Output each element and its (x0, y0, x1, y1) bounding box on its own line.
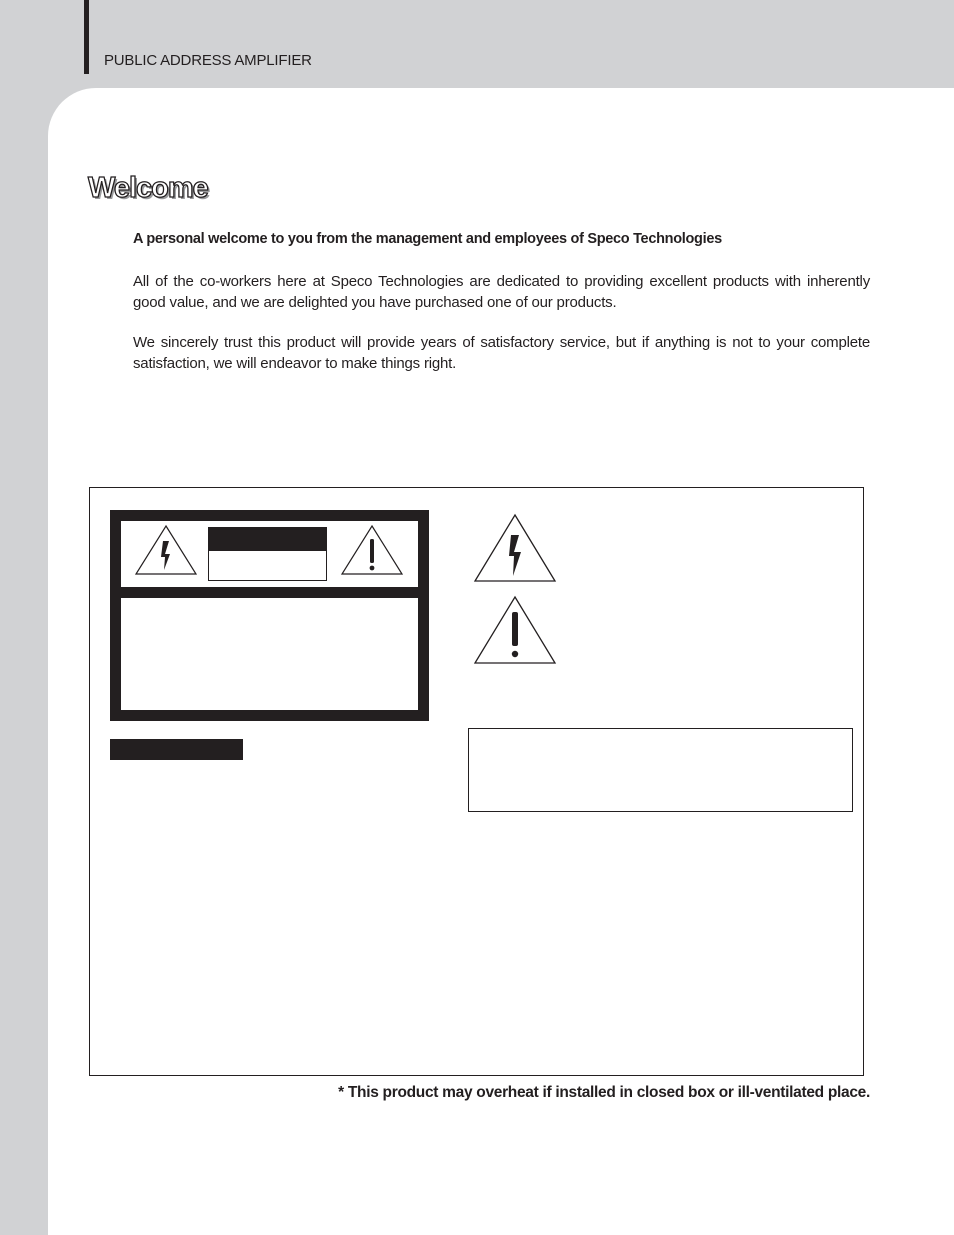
exclamation-warning-icon (340, 524, 404, 576)
welcome-subtitle: A personal welcome to you from the management and employees of Speco Technologies (133, 231, 722, 247)
caution-label-title-bar (209, 528, 326, 551)
welcome-paragraph-2: We sincerely trust this product will provide years of satisfactory service, but if anything is not to your complete satisfaction, we will endeavor to make things right. (133, 334, 870, 372)
page-title: Welcome (88, 172, 208, 204)
header-accent-bar (84, 0, 89, 74)
exclamation-warning-icon (472, 594, 558, 666)
header-section-title: PUBLIC ADDRESS AMPLIFIER (104, 52, 312, 69)
overheat-footnote: * This product may overheat if installed in closed box or ill-ventilated place. (338, 1084, 870, 1101)
caution-heading-bar (110, 739, 243, 760)
caution-label-body (121, 598, 418, 710)
lightning-warning-icon (134, 524, 198, 576)
caution-notice-box (468, 728, 853, 812)
welcome-paragraph-1: All of the co-workers here at Speco Technologies are dedicated to providing excellent products with inherently good value, and we are delighted you have purchased one of our products. (133, 273, 870, 311)
caution-label-title-box (208, 527, 327, 581)
lightning-warning-icon (472, 512, 558, 584)
